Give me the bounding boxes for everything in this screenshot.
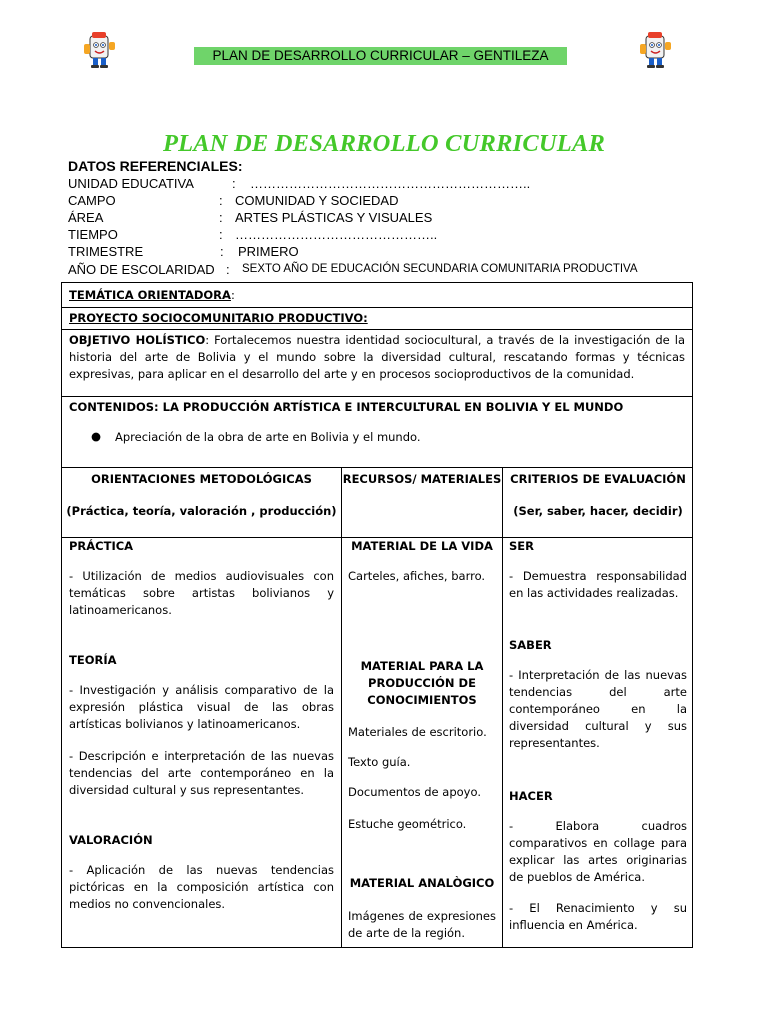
saber-text: - Interpretación de las nuevas tendencias del arte contemporáneo en la diversidad cultural y sus representantes.	[509, 668, 687, 750]
hacer-text-2: - El Renacimiento y su influencia en América.	[509, 901, 687, 932]
contenidos-bullet-text: Apreciación de la obra de arte en Bolivia y el mundo.	[115, 430, 421, 444]
objetivo-text: : Fortalecemos nuestra identidad sociocultural, a través de la investigación de la historia del arte de Bolivia y el mundo sobre la diversidad cultural, rescatando formas y técnicas expresivas, para aplicar en el desarrollo del arte y en procesos socioproductivos de la comunidad.	[69, 333, 685, 381]
practica-label: PRÁCTICA	[69, 539, 134, 553]
datos-label: UNIDAD EDUCATIVA	[68, 176, 194, 191]
tematica-label: TEMÁTICA ORIENTADORA	[69, 288, 231, 302]
datos-sep: :	[219, 210, 223, 225]
contenidos-label: CONTENIDOS: LA PRODUCCIÓN ARTÍSTICA E INTERCULTURAL EN BOLIVIA Y EL MUNDO	[69, 400, 624, 414]
material-vida-text: Carteles, afiches, barro.	[348, 569, 486, 583]
header-banner: PLAN DE DESARROLLO CURRICULAR – GENTILEZA	[194, 47, 567, 65]
datos-value: COMUNIDAD Y SOCIEDAD	[235, 193, 399, 208]
datos-value: ARTES PLÁSTICAS Y VISUALES	[235, 210, 433, 225]
contenidos-row	[61, 397, 693, 468]
saber-label: SABER	[509, 638, 552, 652]
datos-value: PRIMERO	[238, 244, 299, 259]
objetivo-row	[61, 330, 693, 397]
valoracion-label: VALORACIÓN	[69, 833, 153, 847]
teoria-label: TEORÍA	[69, 653, 117, 667]
datos-sep: :	[232, 176, 236, 191]
ser-text: - Demuestra responsabilidad en las actividades realizadas.	[509, 569, 687, 600]
header-criterios: CRITERIOS DE EVALUACIÓN	[510, 472, 686, 486]
header-orientaciones-sub: (Práctica, teoría, valoración , producción)	[66, 504, 337, 518]
practica-text: - Utilización de medios audiovisuales con temáticas sobre artistas bolivianos y latinoamericanos.	[69, 569, 334, 617]
tematica-row	[61, 282, 693, 308]
datos-label: ÁREA	[68, 210, 104, 225]
datos-sep: :	[219, 193, 223, 208]
datos-heading: DATOS REFERENCIALES:	[68, 158, 243, 174]
page-title: PLAN DE DESARROLLO CURRICULAR	[162, 130, 606, 157]
proyecto-label: PROYECTO SOCIOCOMUNITARIO PRODUCTIVO:	[69, 311, 368, 325]
material-item: Estuche geométrico.	[348, 817, 467, 831]
cartoon-mascot-icon	[636, 30, 676, 70]
teoria-text-1: - Investigación y análisis comparativo de la expresión plástica visual de las obras artísticas bolivianos y latinoamericanos.	[69, 683, 334, 731]
datos-sep: :	[219, 227, 223, 242]
cartoon-mascot-icon	[80, 30, 120, 70]
material-analogico-text: Imágenes de expresiones de arte de la región.	[348, 909, 496, 940]
tematica-suffix: :	[230, 288, 235, 302]
methodology-table	[61, 467, 693, 948]
datos-value: ………………………………………..	[235, 227, 438, 242]
datos-label: TIEMPO	[68, 227, 118, 242]
material-produccion-label: MATERIAL PARA LA PRODUCCIÓN DE CONOCIMIENTOS	[360, 659, 484, 707]
datos-label: CAMPO	[68, 193, 116, 208]
datos-label: AÑO DE ESCOLARIDAD	[68, 262, 215, 277]
valoracion-text: - Aplicación de las nuevas tendencias pictóricas en la composición artística con medios no convencionales.	[69, 863, 334, 911]
datos-sep: :	[226, 262, 230, 277]
datos-label: TRIMESTRE	[68, 244, 144, 259]
hacer-text-1: - Elabora cuadros comparativos en collage para explicar las artes originarias de pueblos de América.	[509, 819, 687, 884]
header-criterios-sub: (Ser, saber, hacer, decidir)	[513, 504, 683, 518]
proyecto-row	[61, 308, 693, 330]
header-recursos: RECURSOS/ MATERIALES	[342, 472, 502, 486]
datos-sep: :	[220, 244, 224, 259]
contenidos-bullet-item	[69, 429, 685, 446]
ser-label: SER	[509, 539, 534, 553]
datos-value: SEXTO AÑO DE EDUCACIÓN SECUNDARIA COMUNITARIA PRODUCTIVA	[242, 263, 638, 275]
datos-value: ………………………………………………………..	[250, 176, 531, 191]
hacer-label: HACER	[509, 789, 553, 803]
material-analogico-label: MATERIAL ANALÒGICO	[349, 876, 495, 890]
material-item: Texto guía.	[348, 755, 411, 769]
material-item: Documentos de apoyo.	[348, 785, 481, 799]
material-item: Materiales de escritorio.	[348, 725, 487, 739]
material-vida-label: MATERIAL DE LA VIDA	[351, 539, 493, 553]
bullet-icon: ●	[91, 429, 102, 443]
header-orientaciones: ORIENTACIONES METODOLÓGICAS	[91, 472, 312, 486]
teoria-text-2: - Descripción e interpretación de las nuevas tendencias del arte contemporáneo en la diversidad cultural y sus representantes.	[69, 749, 334, 797]
objetivo-label: OBJETIVO HOLÍSTICO	[69, 333, 206, 347]
